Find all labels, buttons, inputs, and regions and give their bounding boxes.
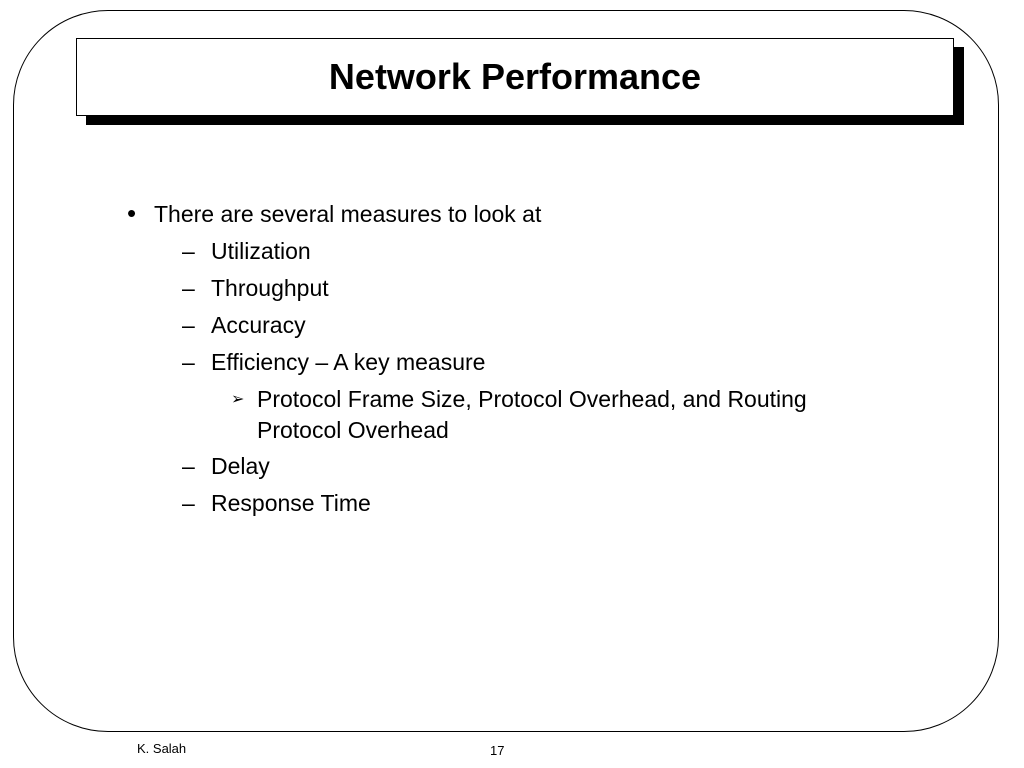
dash-icon: – <box>182 349 195 375</box>
sub-item-response-time: Response Time <box>211 490 371 516</box>
sub-sub-item-line2: Protocol Overhead <box>257 417 449 443</box>
dash-icon: – <box>182 275 195 301</box>
bullet-icon: • <box>127 198 137 228</box>
sub-item-throughput: Throughput <box>211 275 329 301</box>
dash-icon: – <box>182 312 195 338</box>
dash-icon: – <box>182 238 195 264</box>
arrow-bullet-icon: ➢ <box>231 391 245 408</box>
footer-author: K. Salah <box>137 741 187 756</box>
sub-sub-item-line1: Protocol Frame Size, Protocol Overhead, and Routing <box>257 386 807 412</box>
sub-item-delay: Delay <box>211 453 270 479</box>
dash-icon: – <box>182 453 195 479</box>
footer-page-number: 17 <box>490 743 505 758</box>
slide-title: Network Performance <box>328 56 702 97</box>
bullet-text: There are several measures to look at <box>154 201 542 227</box>
sub-item-utilization: Utilization <box>211 238 311 264</box>
sub-item-efficiency: Efficiency – A key measure <box>211 349 486 375</box>
sub-item-accuracy: Accuracy <box>211 312 306 338</box>
dash-icon: – <box>182 490 195 516</box>
